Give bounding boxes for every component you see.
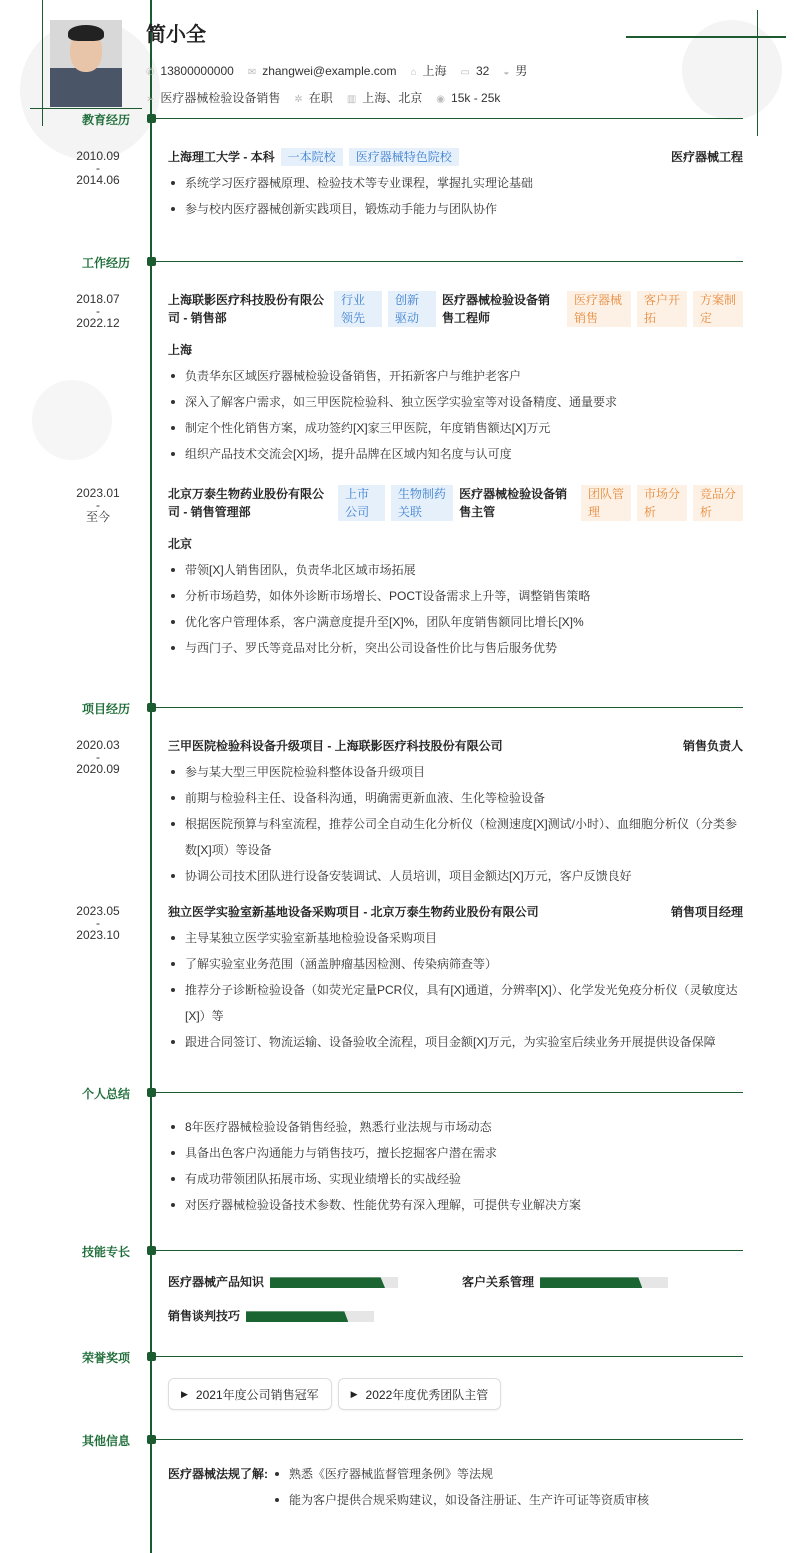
- education-section: [0, 111, 794, 222]
- divider: [151, 1356, 743, 1357]
- skill-tag: 市场分析: [637, 485, 687, 521]
- position: 医疗器械检验设备销售: [160, 91, 281, 105]
- list-item: 8年医疗器械检验设备销售经验，熟悉行业法规与市场动态: [168, 1114, 743, 1140]
- company: 上海联影医疗科技股份有限公司 - 销售部: [168, 293, 325, 325]
- list-item: 制定个性化销售方案，成功签约[X]家三甲医院，年度销售额达[X]万元: [168, 415, 743, 441]
- building-icon: ▥: [346, 94, 357, 105]
- divider: [151, 118, 743, 119]
- list-item: 与西门子、罗氏等竞品对比分析，突出公司设备性价比与售后服务优势: [168, 635, 743, 661]
- skill-item: 销售谈判技巧: [168, 1307, 374, 1324]
- list-item: 组织产品技术交流会[X]场，提升品牌在区域内知名度与认可度: [168, 441, 743, 467]
- section-title: 工作经历: [81, 256, 130, 270]
- skill-tag: 医疗器械销售: [567, 291, 631, 327]
- skill-tag: 方案制定: [693, 291, 743, 327]
- project-title: 独立医学实验室新基地设备采购项目 - 北京万泰生物药业股份有限公司: [168, 905, 539, 919]
- role: 医疗器械检验设备销售工程师: [442, 293, 551, 325]
- list-item: 带领[X]人销售团队，负责华北区域市场拓展: [168, 557, 743, 583]
- list-item: 前期与检验科主任、设备科沟通，明确需更新血液、生化等检验设备: [168, 785, 743, 811]
- list-item: 负责华东区域医疗器械检验设备销售，开拓新客户与维护老客户: [168, 363, 743, 389]
- list-item: 熟悉《医疗器械监督管理条例》等法规: [272, 1461, 649, 1487]
- skill-bar-fill: [246, 1311, 348, 1322]
- date-range: 2023.05 - 2023.10: [76, 904, 120, 942]
- tag: 医疗器械特色院校: [349, 148, 459, 166]
- skill-tag: 团队管理: [581, 485, 631, 521]
- decor-line: [30, 108, 142, 109]
- candidate-name: 简小全: [146, 24, 206, 46]
- tag: 上市公司: [338, 485, 385, 521]
- contact-row: [146, 62, 527, 79]
- list-item: 优化客户管理体系，客户满意度提升至[X]%，团队年度销售额同比增长[X]%: [168, 609, 743, 635]
- list-item: 对医疗器械检验设备技术参数、性能优势有深入理解，可提供专业解决方案: [168, 1192, 743, 1218]
- skill-bar: [540, 1277, 668, 1288]
- location: 上海: [168, 343, 193, 357]
- triangle-icon: ▶: [181, 1388, 188, 1399]
- gender-icon: ◒: [503, 67, 510, 78]
- award-badge: ▶ 2021年度公司销售冠军: [168, 1378, 332, 1410]
- skill-tag: 竞品分析: [693, 485, 743, 521]
- school: 上海理工大学 - 本科: [168, 150, 275, 164]
- education-entry: [76, 148, 743, 222]
- date-range: 2018.07 - 2022.12: [76, 292, 120, 330]
- work-section: [0, 254, 794, 661]
- decor-line: [626, 36, 786, 38]
- home-icon: ⌂: [410, 67, 417, 78]
- divider: [151, 1250, 743, 1251]
- section-title: 荣誉奖项: [81, 1351, 130, 1365]
- divider: [151, 707, 743, 708]
- age: 32: [475, 63, 490, 78]
- status-icon: ✲: [294, 94, 303, 105]
- status: 在职: [308, 91, 333, 105]
- list-item: 了解实验室业务范围（涵盖肿瘤基因检测、传染病筛查等）: [168, 951, 743, 977]
- list-item: 有成功带领团队拓展市场、实现业绩增长的实战经验: [168, 1166, 743, 1192]
- decor-circle: [682, 20, 782, 120]
- send-icon: ➢: [146, 94, 155, 105]
- project-entry: [76, 737, 743, 889]
- date-range: 2020.03 - 2020.09: [76, 738, 120, 776]
- list-item: 具备出色客户沟通能力与销售技巧，擅长挖掘客户潜在需求: [168, 1140, 743, 1166]
- divider: [151, 1092, 743, 1093]
- project-title: 三甲医院检验科设备升级项目 - 上海联影医疗科技股份有限公司: [168, 739, 503, 753]
- section-title: 技能专长: [81, 1245, 130, 1259]
- tag: 行业领先: [334, 291, 382, 327]
- job-intent-row: [146, 89, 500, 106]
- skill-tag: 客户开拓: [637, 291, 687, 327]
- skill-bar: [270, 1277, 398, 1288]
- summary-section: [0, 1085, 794, 1218]
- city: 上海: [422, 64, 447, 78]
- skill-bar-fill: [270, 1277, 385, 1288]
- tag: 创新驱动: [388, 291, 436, 327]
- award-badge: ▶ 2022年度优秀团队主管: [338, 1378, 502, 1410]
- skills-section: [0, 1243, 794, 1343]
- email: zhangwei@example.com: [262, 63, 397, 78]
- other-key: 医疗器械法规了解:: [168, 1467, 268, 1481]
- awards-section: [0, 1349, 794, 1410]
- role: 医疗器械检验设备销售主管: [459, 487, 568, 519]
- work-entry: [76, 485, 743, 661]
- section-title: 教育经历: [81, 113, 130, 127]
- list-item: 分析市场趋势，如体外诊断市场增长、POCT设备需求上升等，调整销售策略: [168, 583, 743, 609]
- list-item: 参与某大型三甲医院检验科整体设备升级项目: [168, 759, 743, 785]
- list-item: 参与校内医疗器械创新实践项目，锻炼动手能力与团队协作: [168, 196, 743, 222]
- skill-item: 客户关系管理: [462, 1273, 668, 1290]
- section-title: 个人总结: [81, 1087, 130, 1101]
- project-role: 销售项目经理: [670, 905, 743, 919]
- skill-bar-fill: [540, 1277, 642, 1288]
- list-item: 跟进合同签订、物流运输、设备验收全流程，项目金额[X]万元，为实验室后续业务开展提供设备保障: [168, 1029, 743, 1055]
- target-cities: 上海、北京: [362, 91, 423, 105]
- age-icon: ▭: [460, 66, 470, 78]
- company: 北京万泰生物药业股份有限公司 - 销售管理部: [168, 487, 325, 519]
- skill-item: 医疗器械产品知识: [168, 1273, 398, 1290]
- section-title: 项目经历: [81, 702, 130, 716]
- list-item: 主导某独立医学实验室新基地检验设备采购项目: [168, 925, 743, 951]
- section-title: 其他信息: [81, 1434, 130, 1448]
- salary-icon: ◉: [436, 93, 446, 105]
- divider: [151, 261, 743, 262]
- date-range: 2023.01 - 至今: [76, 486, 120, 524]
- project-role: 销售负责人: [682, 739, 743, 753]
- mail-icon: ✉: [247, 66, 257, 78]
- date-range: 2010.09 - 2014.06: [76, 149, 120, 187]
- list-item: 协调公司技术团队进行设备安装调试、人员培训，项目金额达[X]万元，客户反馈良好: [168, 863, 743, 889]
- list-item: 系统学习医疗器械原理、检验技术等专业课程，掌握扎实理论基础: [168, 170, 743, 196]
- list-item: 能为客户提供合规采购建议，如设备注册证、生产许可证等资质审核: [272, 1487, 649, 1513]
- major: 医疗器械工程: [670, 150, 743, 164]
- tag: 一本院校: [281, 148, 343, 166]
- other-section: [0, 1432, 794, 1513]
- salary: 15k - 25k: [451, 90, 501, 105]
- gender: 男: [515, 64, 528, 78]
- work-entry: [76, 291, 743, 467]
- list-item: 深入了解客户需求，如三甲医院检验科、独立医学实验室等对设备精度、通量要求: [168, 389, 743, 415]
- phone-icon: ✆: [146, 66, 155, 78]
- triangle-icon: ▶: [350, 1388, 358, 1399]
- list-item: 推荐分子诊断检验设备（如荧光定量PCR仪，具有[X]通道，分辨率[X]）、化学发光免疫分析仪（灵敏度达[X]）等: [168, 977, 743, 1029]
- tag: 生物制药关联: [391, 485, 453, 521]
- location: 北京: [168, 537, 193, 551]
- projects-section: [0, 700, 794, 1055]
- avatar: [50, 20, 122, 107]
- phone: 13800000000: [160, 63, 234, 78]
- project-entry: [76, 903, 743, 1055]
- skill-bar: [246, 1311, 374, 1322]
- divider: [151, 1439, 743, 1440]
- list-item: 根据医院预算与科室流程，推荐公司全自动生化分析仪（检测速度[X]测试/小时）、血细胞分析仪（分类参数[X]项）等设备: [168, 811, 743, 863]
